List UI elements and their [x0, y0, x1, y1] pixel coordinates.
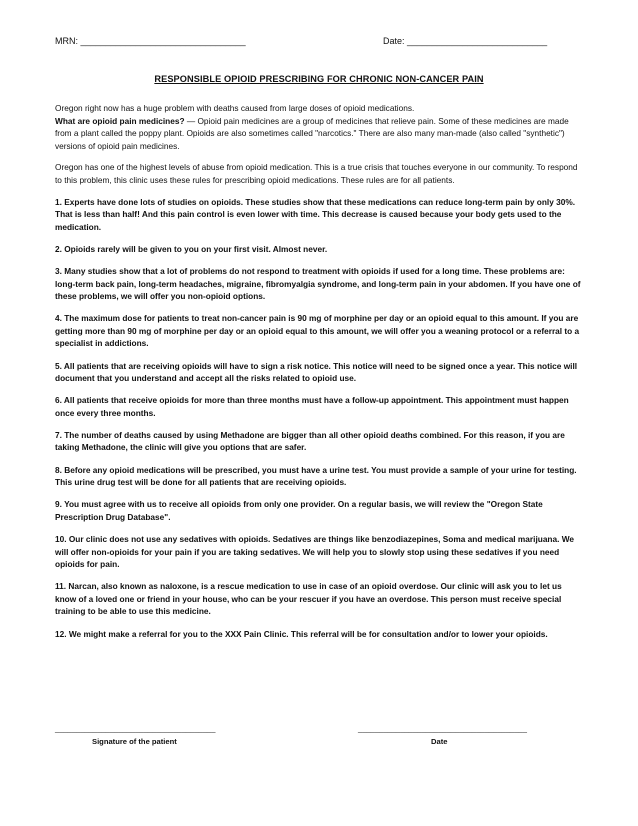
rule-8: 8. Before any opioid medications will be prescribed, you must have a urine test. You must provide a sample of your urine for testing. This urine drug test will be done for all patients that are receiving opioids. — [55, 464, 577, 488]
intro-answer: — Opioid pain medicines are a group of medicines that relieve pain. Some of these medicines are made from a plant called the poppy plant. Opioids are also sometimes called "narcotics." There are also many man-made (also called "synthetic") versions of opioid pain medicines. — [55, 115, 569, 151]
rule-3: 3. Many studies show that a lot of problems do not respond to treatment with opioids if used for a long time. These problems are: long-term back pain, long-term headaches, migraine, fibromyalgia syndrome, and long-term pain in your abdomen. If you have one of these problems, we will offer you non-opioid options. — [55, 265, 581, 302]
rule-9: 9. You must agree with us to receive all opioids from only one provider. On a regular basis, we will review the "Oregon State Prescription Drug Database". — [55, 499, 543, 522]
header-row — [55, 36, 583, 52]
intro-paragraph-2: Oregon has one of the highest levels of abuse from opioid medication. This is a true crisis that touches everyone in our community. To respond to this problem, this clinic uses these rules for prescribing opioid medications. These rules are for all patients. — [55, 162, 578, 185]
date-signature-line: ________________________________________ — [358, 724, 527, 733]
patient-signature-label: Signature of the patient — [92, 737, 177, 746]
rule-4: 4. The maximum dose for patients to treat non-cancer pain is 90 mg of morphine per day or an opioid equal to this amount. If you are getting more than 90 mg of morphine per day or an opioid equal to this amount, we will offer you a weaning protocol or a referral to a specialist in addictions. — [55, 313, 580, 349]
intro-line-1: Oregon right now has a huge problem with deaths caused from large doses of opioid medications. — [55, 103, 415, 113]
mrn-field: MRN: _________________________________ — [55, 36, 246, 46]
intro-paragraph-1 — [55, 102, 583, 152]
rules-list — [55, 196, 583, 641]
intro-question: What are opioid pain medicines? — [55, 115, 185, 126]
rule-2: 2. Opioids rarely will be given to you on your first visit. Almost never. — [55, 243, 328, 254]
document-page — [55, 36, 583, 650]
rule-7: 7. The number of deaths caused by using Methadone are bigger than all other opioid deaths combined. For this reason, if you are taking Methadone, the clinic will give you options that are safer. — [55, 429, 565, 453]
date-label: Date — [431, 737, 448, 746]
rule-6: 6. All patients that receive opioids for more than three months must have a follow-up appointment. This appointment must happen once every three months. — [55, 395, 569, 418]
rule-12: 12. We might make a referral for you to the XXX Pain Clinic. This referral will be for consultation and/or to lower your opioids. — [55, 628, 548, 639]
rule-5: 5. All patients that are receiving opioids will have to sign a risk notice. This notice will need to be signed once a year. This notice will document that you understand and accept all the risks related to opioid use. — [55, 360, 578, 384]
signature-section — [55, 724, 583, 750]
patient-signature-line: ______________________________________ — [55, 724, 216, 733]
date-field: Date: ____________________________ — [383, 36, 548, 46]
document-title: RESPONSIBLE OPIOID PRESCRIBING FOR CHRONIC NON-CANCER PAIN — [154, 74, 484, 84]
rule-1: 1. Experts have done lots of studies on opioids. These studies show that these medications can reduce long-term pain by only 30%. That is less than half! And this pain control is even lower with time. This decrease is caused because your body gets used to the medication. — [55, 196, 576, 232]
rule-11: 11. Narcan, also known as naloxone, is a rescue medication to use in case of an opioid overdose. Our clinic will ask you to let us know of a loved one or friend in your house, who can be your rescuer if you have an overdose. This person must receive special training to be able to use this medicine. — [55, 581, 562, 617]
intro-section — [55, 102, 583, 187]
rule-10: 10. Our clinic does not use any sedatives with opioids. Sedatives are things like benzodiazepines, Soma and medical marijuana. We will offer non-opioids for your pain if you are taking sedatives. We will help you to slowly stop using these sedatives if you need opioids for pain. — [55, 533, 575, 570]
